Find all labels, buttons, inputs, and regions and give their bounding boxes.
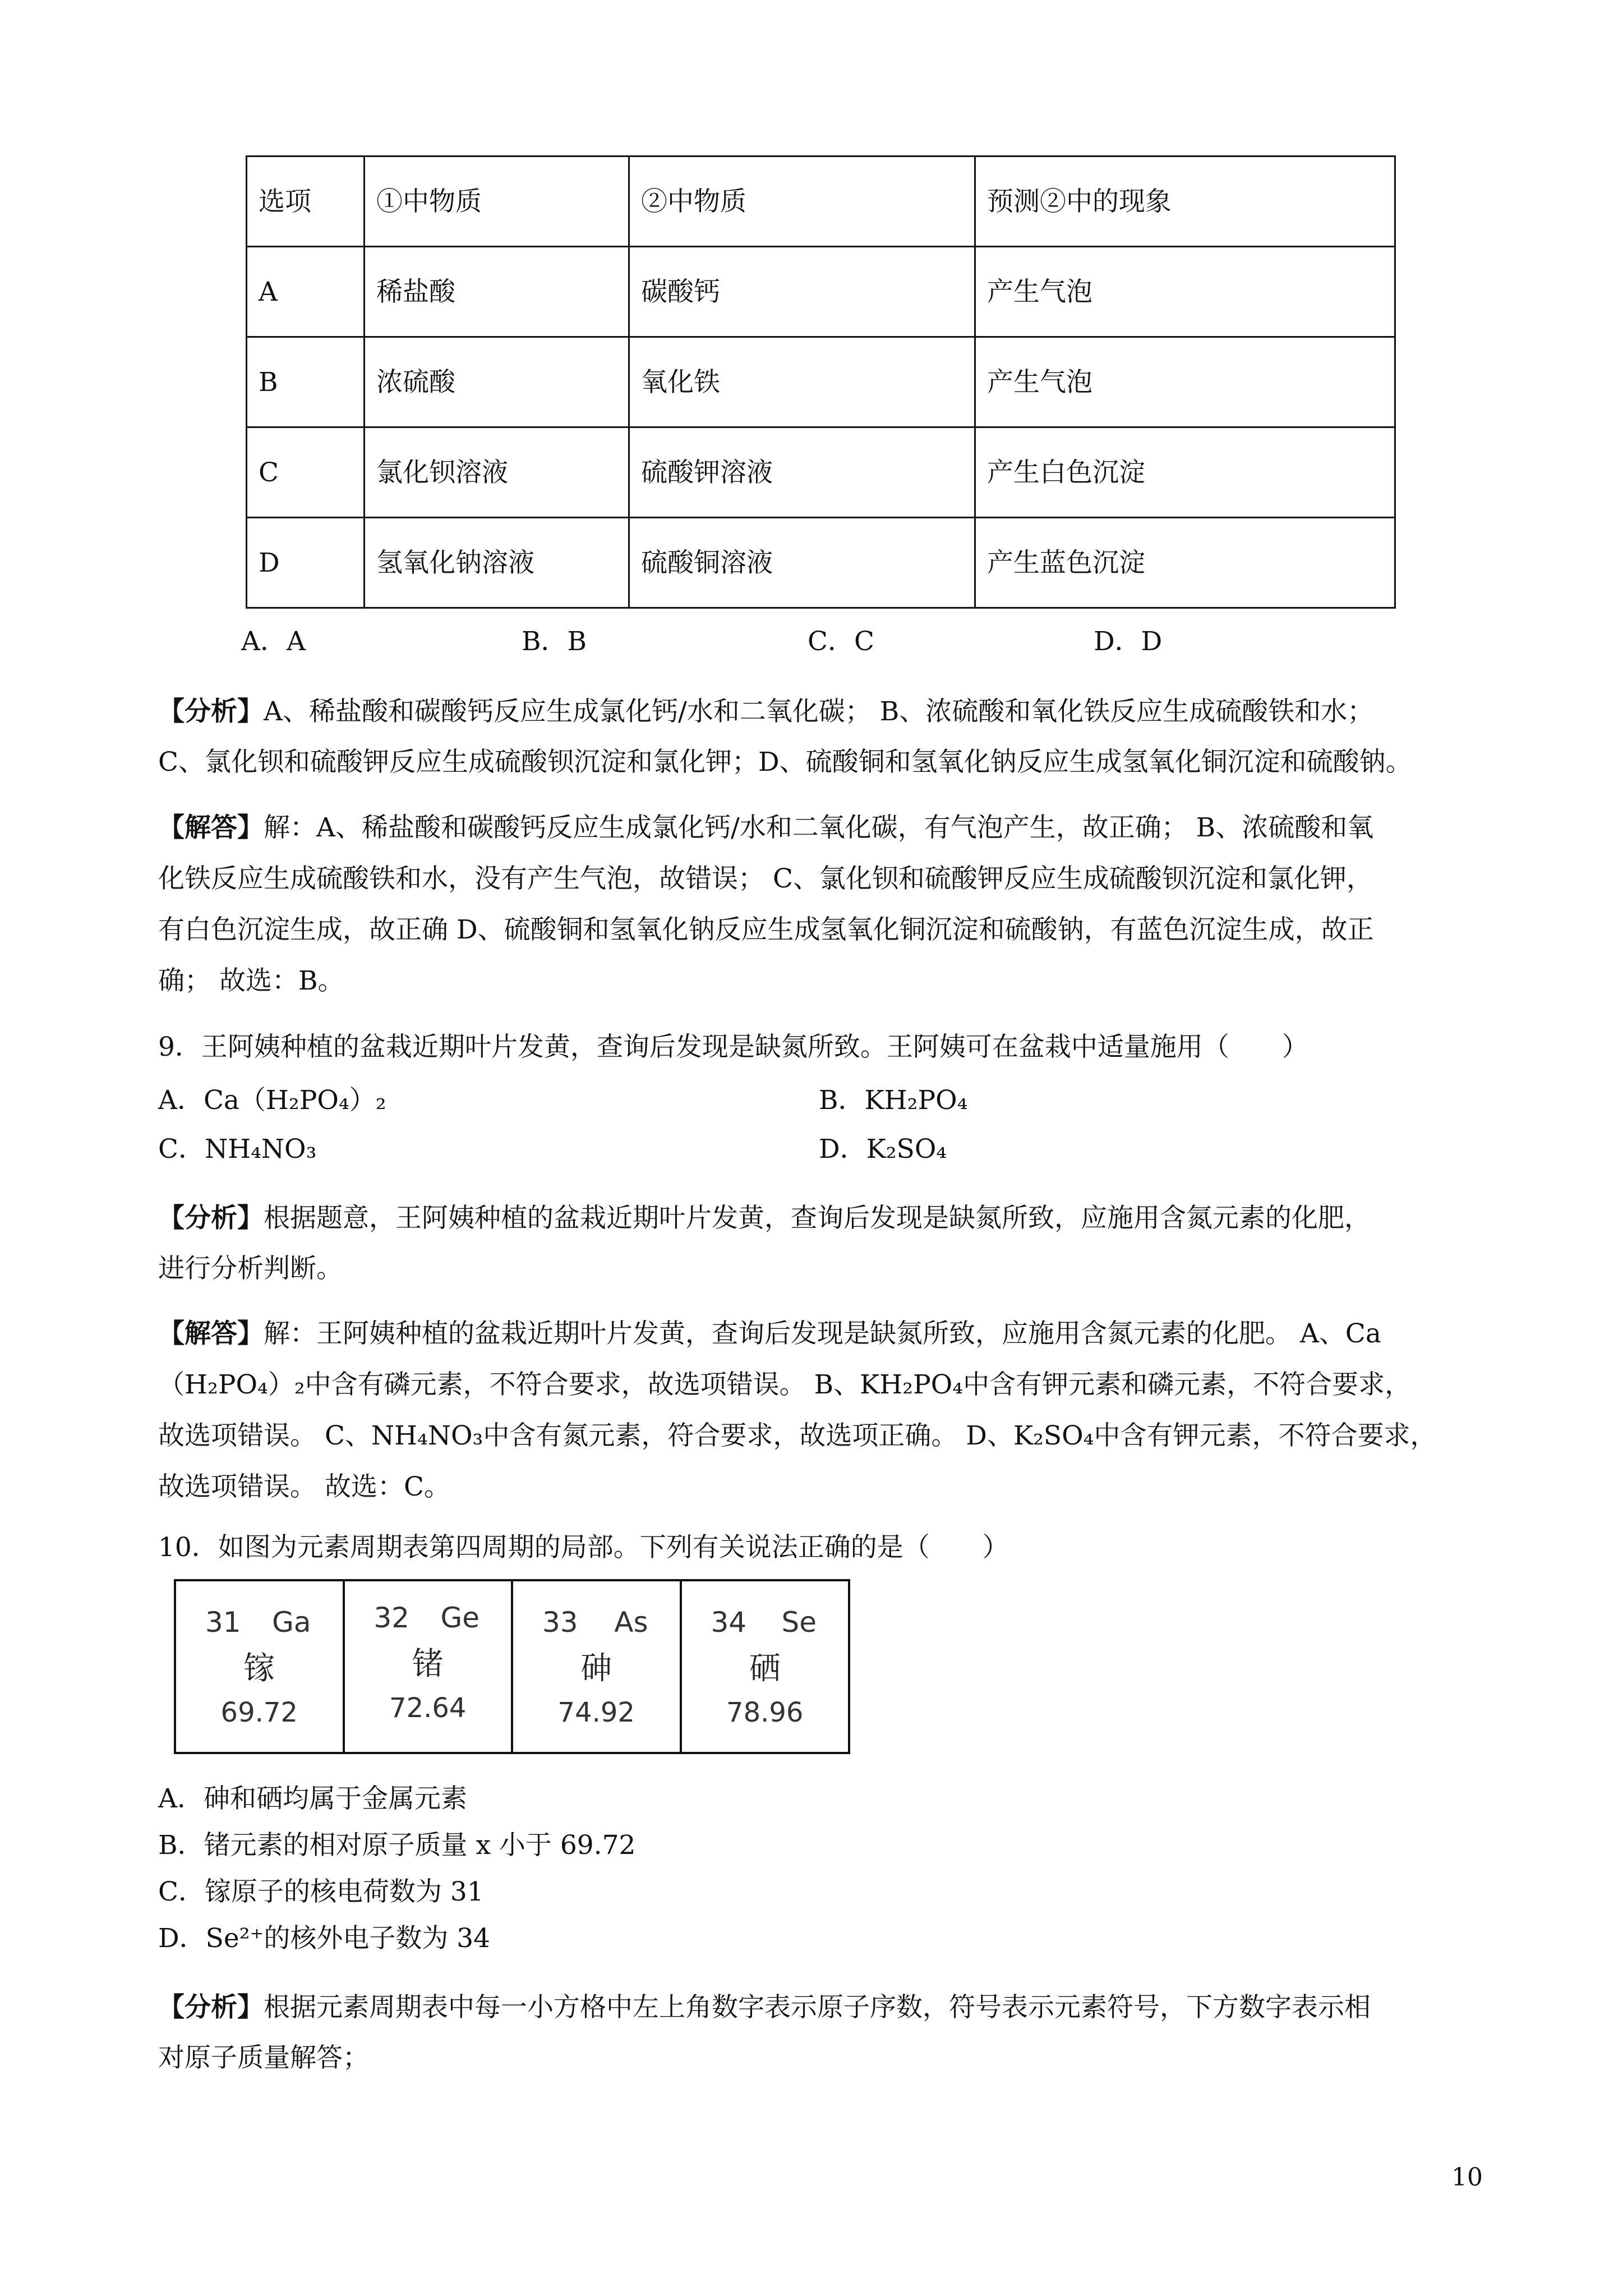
answer-label: 【解答】 [158, 812, 264, 843]
analysis-label: 【分析】 [158, 696, 264, 727]
table-cell: 碳酸钙 [629, 247, 975, 337]
table-cell: 浓硫酸 [365, 337, 629, 427]
q9-answer-line-4: 故选项错误。 故选：C。 [158, 1471, 450, 1502]
table-cell: 氢氧化钠溶液 [365, 518, 629, 608]
element-name: 锗 [412, 1646, 444, 1682]
periodic-table-fragment [174, 1579, 850, 1754]
q10-option-d[interactable]: D．Se²⁺的核外电子数为 34 [158, 1923, 491, 1954]
q8-answer-line-3: 有白色沉淀生成，故正确 D、硫酸铜和氢氧化钠反应生成氢氧化铜沉淀和硫酸钠，有蓝色沉淀生成，故正 [158, 914, 1374, 945]
q10-stem: 10．如图为元素周期表第四周期的局部。下列有关说法正确的是（ ） [158, 1532, 1009, 1563]
q10-analysis-line-2: 对原子质量解答； [158, 2042, 369, 2073]
q10-option-b[interactable]: B．锗元素的相对原子质量 x 小于 69.72 [158, 1830, 636, 1861]
q9-answer-line-3: 故选项错误。 C、NH₄NO₃中含有氮元素，符合要求，故选项正确。 D、K₂SO₄中含有钾元素，不符合要求， [158, 1420, 1437, 1451]
atomic-number: 32 [374, 1602, 410, 1634]
answer-text: 解：王阿姨种植的盆栽近期叶片发黄，查询后发现是缺氮所致，应施用含氮元素的化肥。 A、Ca [264, 1318, 1381, 1349]
element-name: 镓 [243, 1650, 275, 1687]
q8-choice-c[interactable]: C．C [808, 626, 874, 657]
q9-analysis-line-1 [158, 1203, 1371, 1234]
q10-option-c[interactable]: C．镓原子的核电荷数为 31 [158, 1876, 484, 1907]
table-cell: A [247, 247, 365, 337]
answer-text: 解：A、稀盐酸和碳酸钙反应生成氯化钙/水和二氧化碳，有气泡产生，故正确； B、浓硫酸和氧 [264, 812, 1374, 843]
table-row [247, 427, 1395, 518]
atomic-mass: 78.96 [726, 1697, 804, 1728]
q8-answer-line-4: 确； 故选：B。 [158, 965, 344, 996]
table-row [247, 247, 1395, 337]
q8-answer-line-2: 化铁反应生成硫酸铁和水，没有产生气泡，故错误； C、氯化钡和硫酸钾反应生成硫酸钡沉淀和氯化钾， [158, 863, 1373, 894]
table-cell: 硫酸钾溶液 [629, 427, 975, 518]
atomic-number: 34 [711, 1606, 747, 1639]
element-cell-as [513, 1581, 682, 1752]
table-row [247, 518, 1395, 608]
q9-answer-line-2: （H₂PO₄）₂中含有磷元素，不符合要求，故选项错误。 B、KH₂PO₄中含有钾元素和磷元素，不符合要求， [158, 1369, 1412, 1400]
q8-choice-a[interactable]: A．A [241, 626, 306, 657]
element-cell-ge [345, 1581, 514, 1752]
page-number: 10 [1451, 2163, 1483, 2192]
table-cell: 硫酸铜溶液 [629, 518, 975, 608]
q10-analysis-line-1 [158, 1994, 1371, 2021]
table-cell: ①中物质 [365, 157, 629, 247]
analysis-label: 【分析】 [158, 1203, 264, 1234]
element-cell-ga [176, 1581, 345, 1752]
atomic-number: 31 [205, 1606, 241, 1639]
table-cell: ②中物质 [629, 157, 975, 247]
table-cell: 选项 [247, 157, 365, 247]
table-cell: 产生白色沉淀 [975, 427, 1395, 518]
element-name: 硒 [749, 1650, 781, 1687]
element-symbol: As [614, 1606, 648, 1639]
element-symbol: Ga [272, 1606, 311, 1639]
element-symbol: Ge [440, 1602, 479, 1634]
analysis-text: 根据题意，王阿姨种植的盆栽近期叶片发黄，查询后发现是缺氮所致，应施用含氮元素的化肥， [264, 1203, 1371, 1234]
analysis-text: 根据元素周期表中每一小方格中左上角数字表示原子序数，符号表示元素符号，下方数字表示相 [264, 1992, 1371, 2023]
options-table [246, 155, 1396, 609]
q9-stem: 9．王阿姨种植的盆栽近期叶片发黄，查询后发现是缺氮所致。王阿姨可在盆栽中适量施用（ ） [158, 1032, 1308, 1062]
table-cell: 氧化铁 [629, 337, 975, 427]
q9-analysis-line-2: 进行分析判断。 [158, 1253, 343, 1284]
table-cell: 产生蓝色沉淀 [975, 518, 1395, 608]
table-header-row [247, 157, 1395, 247]
element-name: 砷 [580, 1650, 612, 1687]
q8-analysis-line-1 [158, 698, 1373, 725]
answer-label: 【解答】 [158, 1318, 264, 1349]
table-cell: 氯化钡溶液 [365, 427, 629, 518]
q9-option-b[interactable]: B．KH₂PO₄ [819, 1085, 968, 1116]
atomic-mass: 74.92 [557, 1697, 635, 1728]
q8-choice-d[interactable]: D．D [1094, 626, 1163, 657]
q9-option-d[interactable]: D．K₂SO₄ [819, 1134, 947, 1165]
atomic-mass: 72.64 [389, 1692, 467, 1724]
table-cell: D [247, 518, 365, 608]
element-symbol: Se [781, 1606, 817, 1639]
analysis-text: A、稀盐酸和碳酸钙反应生成氯化钙/水和二氧化碳； B、浓硫酸和氧化铁反应生成硫酸铁和水； [264, 696, 1374, 727]
element-cell-se [682, 1581, 849, 1752]
table-cell: C [247, 427, 365, 518]
atomic-number: 33 [542, 1606, 578, 1639]
q8-answer-line-1 [158, 812, 1374, 843]
table-row [247, 337, 1395, 427]
q9-option-a[interactable]: A．Ca（H₂PO₄）₂ [158, 1085, 386, 1116]
table-cell: B [247, 337, 365, 427]
q8-analysis-line-2: C、氯化钡和硫酸钾反应生成硫酸钡沉淀和氯化钾；D、硫酸铜和氢氧化钠反应生成氢氧化铜沉淀和硫酸钠。 [158, 747, 1412, 777]
q8-choice-b[interactable]: B．B [522, 626, 587, 657]
table-cell: 产生气泡 [975, 247, 1395, 337]
q10-option-a[interactable]: A．砷和硒均属于金属元素 [158, 1783, 467, 1814]
table-cell: 预测②中的现象 [975, 157, 1395, 247]
atomic-mass: 69.72 [220, 1697, 298, 1728]
q9-answer-line-1 [158, 1320, 1381, 1347]
analysis-label: 【分析】 [158, 1992, 264, 2023]
table-cell: 产生气泡 [975, 337, 1395, 427]
table-cell: 稀盐酸 [365, 247, 629, 337]
q9-option-c[interactable]: C．NH₄NO₃ [158, 1134, 317, 1165]
